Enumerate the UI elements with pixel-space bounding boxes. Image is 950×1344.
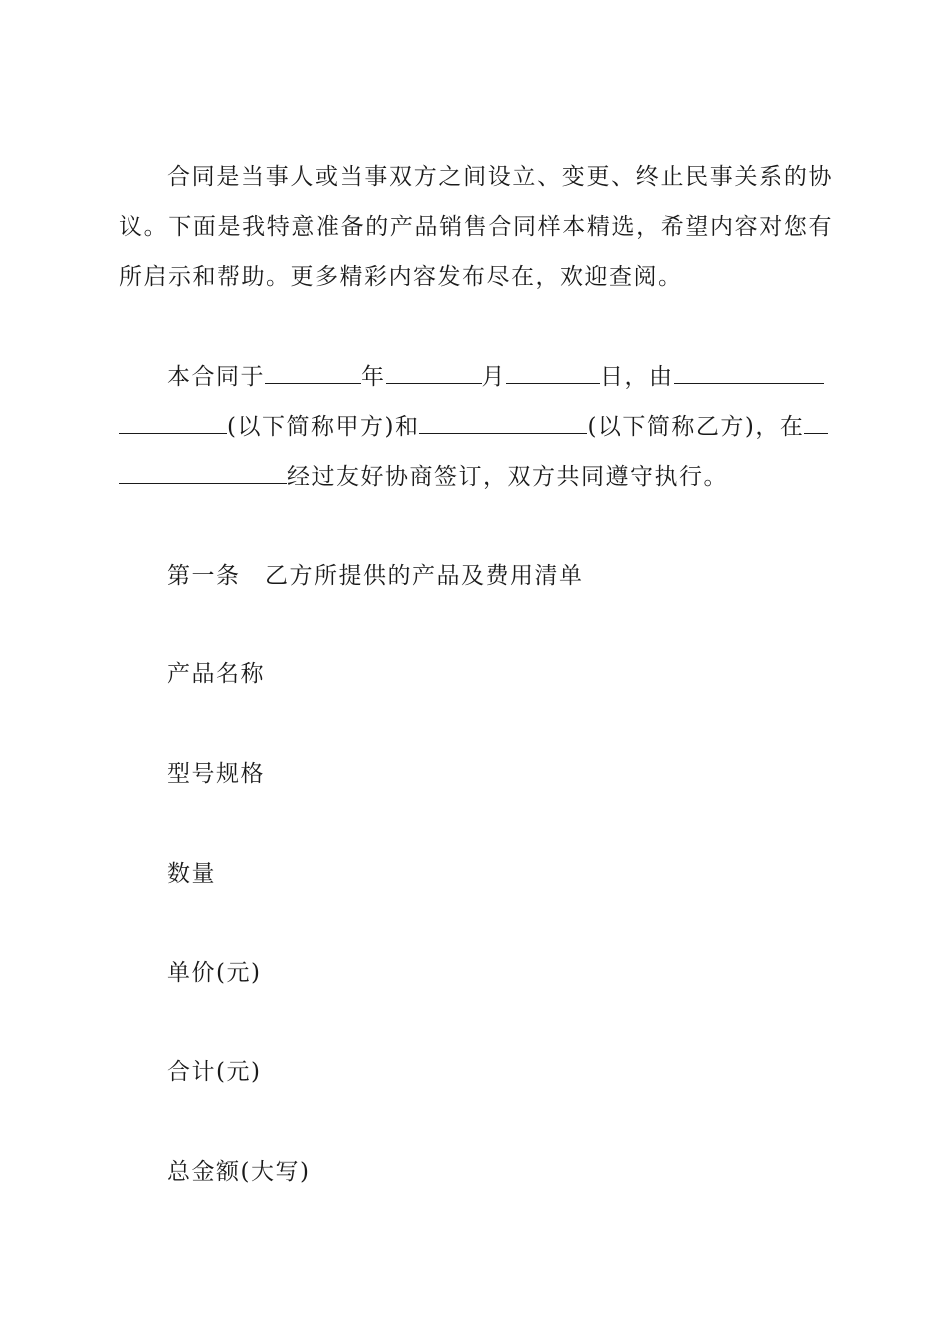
preamble-text-5: (以下简称甲方)和 <box>227 414 420 440</box>
article-1-title: 第一条 乙方所提供的产品及费用清单 <box>167 563 584 589</box>
preamble-line-3 <box>119 452 833 502</box>
year-blank <box>265 361 361 384</box>
preamble-text-2: 年 <box>361 364 386 390</box>
intro-paragraph: 合同是当事人或当事双方之间设立、变更、终止民事关系的协议。下面是我特意准备的产品销售合同样本精选，希望内容对您有所启示和帮助。更多精彩内容发布尽在，欢迎查阅。 <box>119 164 833 290</box>
day-blank <box>506 361 600 384</box>
place-blank-2 <box>119 461 287 484</box>
preamble-line-2 <box>119 402 833 452</box>
party-a-blank-2 <box>119 411 227 434</box>
party-b-blank <box>419 411 587 434</box>
field-model-spec: 型号规格 <box>167 761 265 787</box>
preamble-paragraph <box>119 352 833 502</box>
field-total-amount: 总金额(大写) <box>167 1159 311 1185</box>
party-a-blank-1 <box>674 361 824 384</box>
preamble-text-6: (以下简称乙方)，在 <box>587 414 805 440</box>
field-quantity: 数量 <box>167 861 216 887</box>
place-blank-1 <box>804 411 828 434</box>
field-product-name: 产品名称 <box>167 661 265 687</box>
preamble-text-4: 日，由 <box>600 364 674 390</box>
preamble-line-1 <box>119 352 833 402</box>
field-subtotal: 合计(元) <box>167 1059 262 1085</box>
preamble-text-7: 经过友好协商签订，双方共同遵守执行。 <box>287 464 728 490</box>
month-blank <box>386 361 482 384</box>
preamble-text-1: 本合同于 <box>167 364 265 390</box>
preamble-text-3: 月 <box>481 364 506 390</box>
field-unit-price: 单价(元) <box>167 960 262 986</box>
